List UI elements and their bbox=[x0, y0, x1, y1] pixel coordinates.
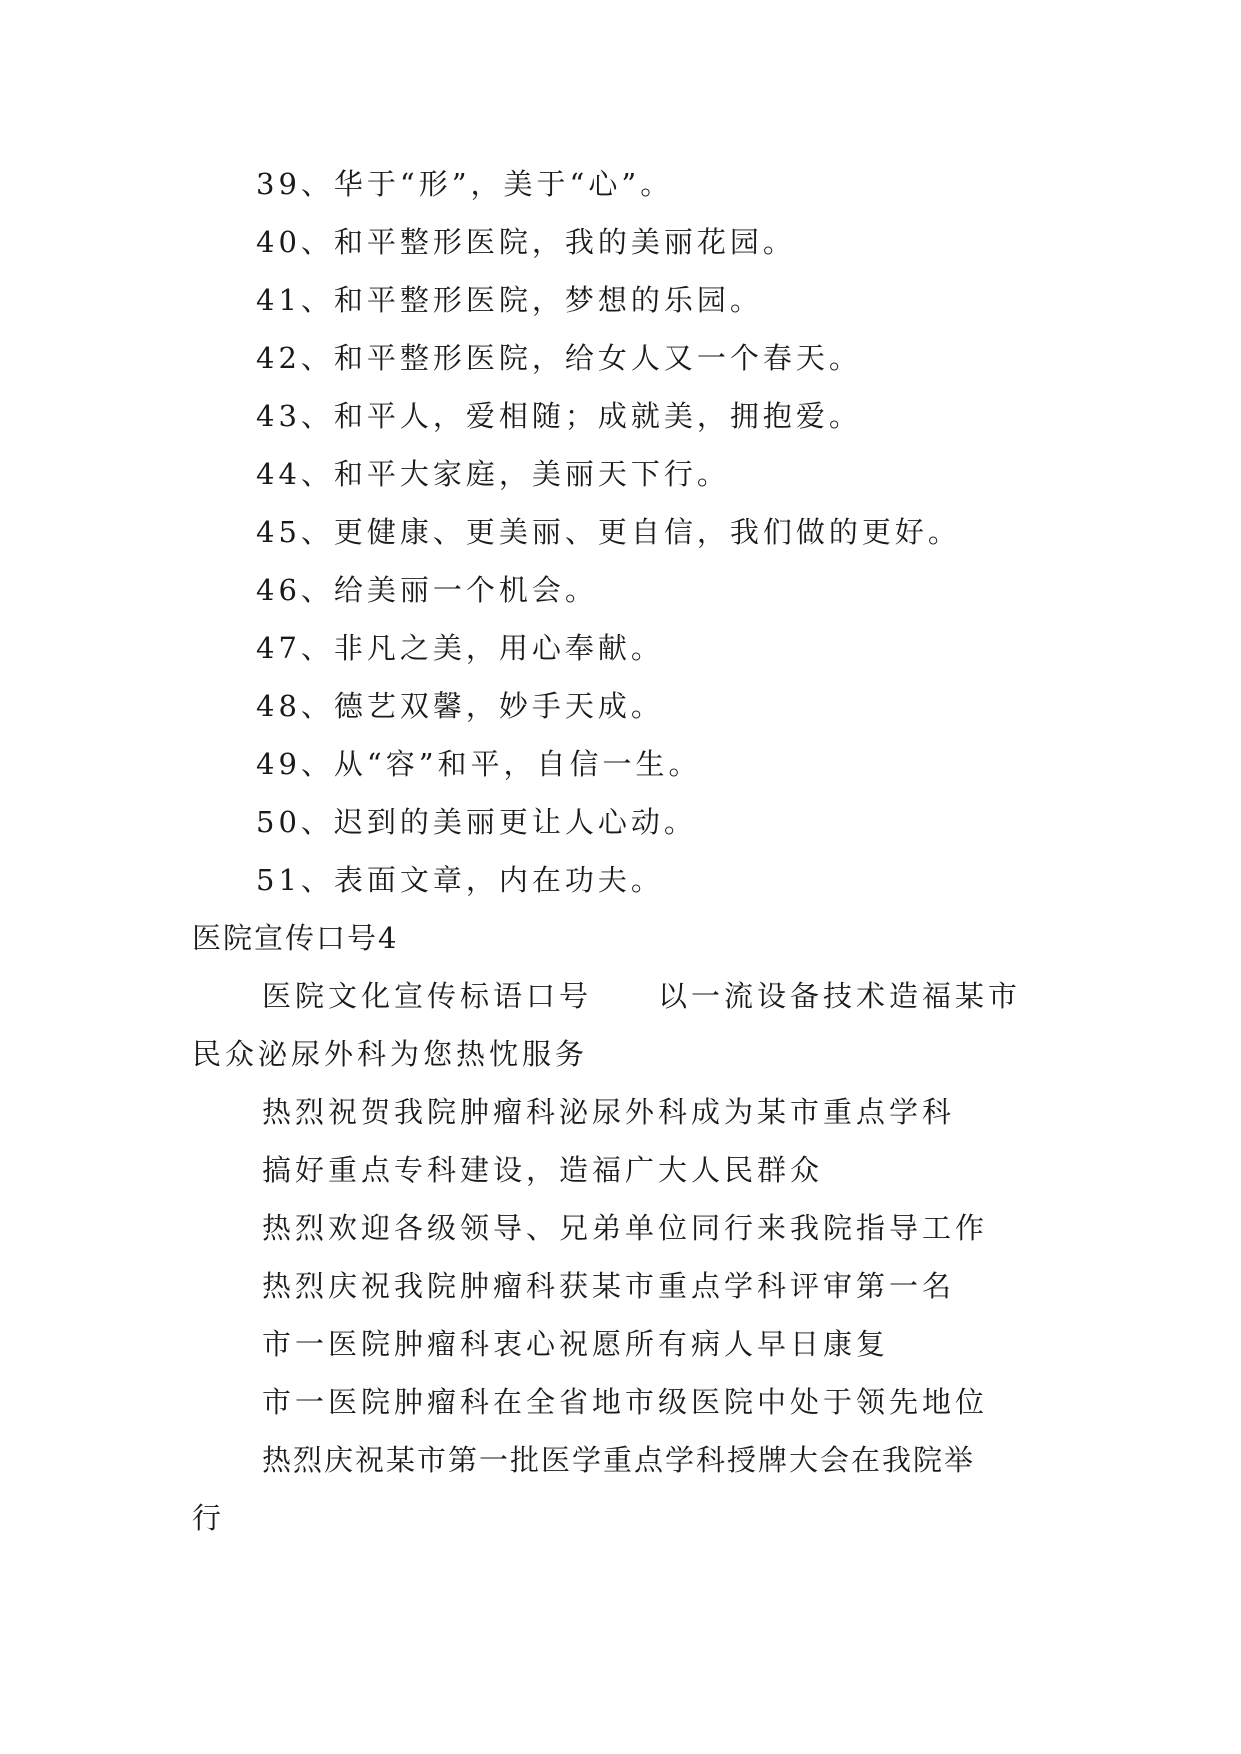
slogan-item-51: 51、表面文章，内在功夫。 bbox=[256, 863, 664, 897]
section-paragraph-last-line-2: 行 bbox=[192, 1501, 226, 1535]
section-line: 市一医院肿瘤科在全省地市级医院中处于领先地位 bbox=[262, 1385, 989, 1419]
section-paragraph-line-2: 民众泌尿外科为您热忱服务 bbox=[192, 1037, 589, 1071]
slogan-item-49: 49、从“容”和平，自信一生。 bbox=[256, 747, 702, 781]
section-line: 热烈祝贺我院肿瘤科泌尿外科成为某市重点学科 bbox=[262, 1095, 956, 1129]
section-heading: 医院宣传口号4 bbox=[192, 921, 399, 955]
section-line: 热烈欢迎各级领导、兄弟单位同行来我院指导工作 bbox=[262, 1211, 989, 1245]
slogan-item-47: 47、非凡之美，用心奉献。 bbox=[256, 631, 664, 665]
slogan-item-45: 45、更健康、更美丽、更自信，我们做的更好。 bbox=[256, 515, 961, 549]
slogan-item-39: 39、华于“形”，美于“心”。 bbox=[256, 167, 674, 201]
slogan-item-50: 50、迟到的美丽更让人心动。 bbox=[256, 805, 697, 839]
section-line: 热烈庆祝我院肿瘤科获某市重点学科评审第一名 bbox=[262, 1269, 956, 1303]
slogan-item-40: 40、和平整形医院，我的美丽花园。 bbox=[256, 225, 796, 259]
slogan-item-46: 46、给美丽一个机会。 bbox=[256, 573, 598, 607]
section-line: 搞好重点专科建设，造福广大人民群众 bbox=[262, 1153, 824, 1187]
slogan-item-48: 48、德艺双馨，妙手天成。 bbox=[256, 689, 664, 723]
slogan-item-43: 43、和平人，爱相随；成就美，拥抱爱。 bbox=[256, 399, 862, 433]
section-line: 市一医院肿瘤科衷心祝愿所有病人早日康复 bbox=[262, 1327, 890, 1361]
section-paragraph-last-line-1: 热烈庆祝某市第一批医学重点学科授牌大会在我院举 bbox=[262, 1443, 976, 1477]
section-paragraph-line-1: 医院文化宣传标语口号 以一流设备技术造福某市 bbox=[262, 979, 1022, 1013]
slogan-item-44: 44、和平大家庭，美丽天下行。 bbox=[256, 457, 730, 491]
slogan-item-41: 41、和平整形医院，梦想的乐园。 bbox=[256, 283, 763, 317]
slogan-item-42: 42、和平整形医院，给女人又一个春天。 bbox=[256, 341, 862, 375]
